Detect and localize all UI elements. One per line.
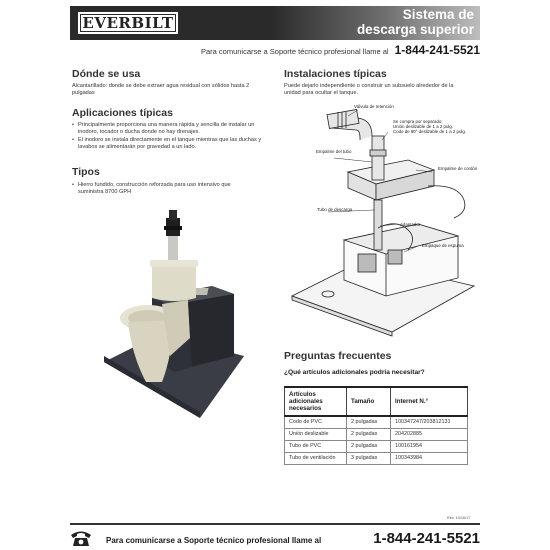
items-table-grid (284, 386, 468, 465)
callout-compra-line3: Codo de 90° deslizable de 1 a 2 pulg. (393, 129, 467, 135)
section-title-aplicaciones: Aplicaciones típicas (72, 107, 173, 119)
callout-compra-line1: Se compra por separado: (393, 119, 443, 124)
table-row (285, 428, 468, 440)
installation-diagram (288, 100, 478, 340)
table-cell: 2 pulgadas (347, 440, 391, 452)
document-title-line1: Sistema de (402, 7, 474, 22)
callout-adaptador: Adaptador (400, 222, 421, 227)
section-title-faq: Preguntas frecuentes (284, 350, 392, 362)
contact-top-text: Para comunicarse a Soporte técnico profesional llame al (200, 47, 389, 56)
table-cell: Codo de PVC (285, 416, 347, 428)
document-title (357, 7, 474, 37)
table-row (285, 440, 468, 452)
callout-compra-line2: Unión deslizable de 1 a 2 pulg. (393, 124, 454, 130)
list-item: • Hierro fundido, construcción reforzada para uso intensivo que suministra 8700 GPH (72, 182, 252, 196)
revision-date: Rev. 10/16/17 (447, 516, 471, 520)
footer-divider (70, 523, 480, 525)
document-title-line2: descarga superior (356, 22, 474, 37)
product-photo (100, 206, 250, 420)
table-cell: Tubo de PVC (285, 440, 347, 452)
everbilt-logo (78, 12, 178, 34)
table-header-tamano: Tamaño (347, 387, 391, 416)
table-cell: 3 pulgadas (347, 452, 391, 464)
list-item: • El inodoro se instala directamente en el tanque mientras que las duchas y lavabos se alimentarán por gravedad a un lado. (72, 137, 272, 151)
section-title-donde: Dónde se usa (72, 68, 141, 80)
table-cell: 100161954 (391, 440, 468, 452)
table-header-articulos: Artículos adicionales necesarios (285, 387, 347, 416)
table-header-internet: Internet N.° (391, 387, 468, 416)
section-title-instalaciones: Instalaciones típicas (284, 68, 387, 80)
callout-empalme-cordon: Empalme de cordón (438, 166, 478, 171)
tipos-list (72, 182, 252, 197)
table-cell: 100347247/203812131 (391, 416, 468, 428)
table-cell: 100343984 (391, 452, 468, 464)
footer-phone-number: 1-844-241-5521 (373, 530, 480, 547)
faq-question: ¿Qué artículos adicionales podría necesitar? (284, 369, 425, 376)
instalaciones-text: Puede dejarlo independiente o construir un subsuelo alrededor de la unidad para ocultar el tanque. (284, 83, 454, 96)
table-row (285, 452, 468, 464)
callout-empalme-tubo: Empalme del tubo (316, 149, 352, 154)
brand-name: EVERBILT (82, 14, 174, 32)
callout-valvula: Válvula de retención (354, 104, 394, 109)
table-header-row (285, 387, 468, 416)
list-item: • Principalmente proporciona una manera rápida y sencilla de instalar un inodoro, tocador o ducha donde no hay drenajes. (72, 122, 272, 136)
header-banner (70, 6, 480, 40)
table-cell: 204202885 (391, 428, 468, 440)
items-table (284, 386, 468, 465)
contact-top-phone: 1-844-241-5521 (394, 43, 480, 57)
callout-empaque: Empaque de espuma (422, 243, 464, 248)
table-row (285, 416, 468, 428)
aplicaciones-list (72, 122, 272, 152)
table-cell: Unión deslizable (285, 428, 347, 440)
table-cell: 2 pulgadas (347, 428, 391, 440)
donde-text: Alcantarillado: donde se debe extraer agua residual con sólidos hasta 2 pulgadas (72, 83, 250, 96)
footer-contact (70, 529, 480, 549)
telephone-icon (70, 529, 92, 547)
callout-compra (393, 119, 473, 135)
callout-tubo-descarga: Tubo de descarga (317, 207, 353, 212)
contact-top (70, 43, 480, 57)
table-cell: 2 pulgadas (347, 416, 391, 428)
table-cell: Tubo de ventilación (285, 452, 347, 464)
section-title-tipos: Tipos (72, 166, 100, 178)
footer-contact-text: Para comunicarse a Soporte técnico profesional llame al (106, 536, 322, 545)
